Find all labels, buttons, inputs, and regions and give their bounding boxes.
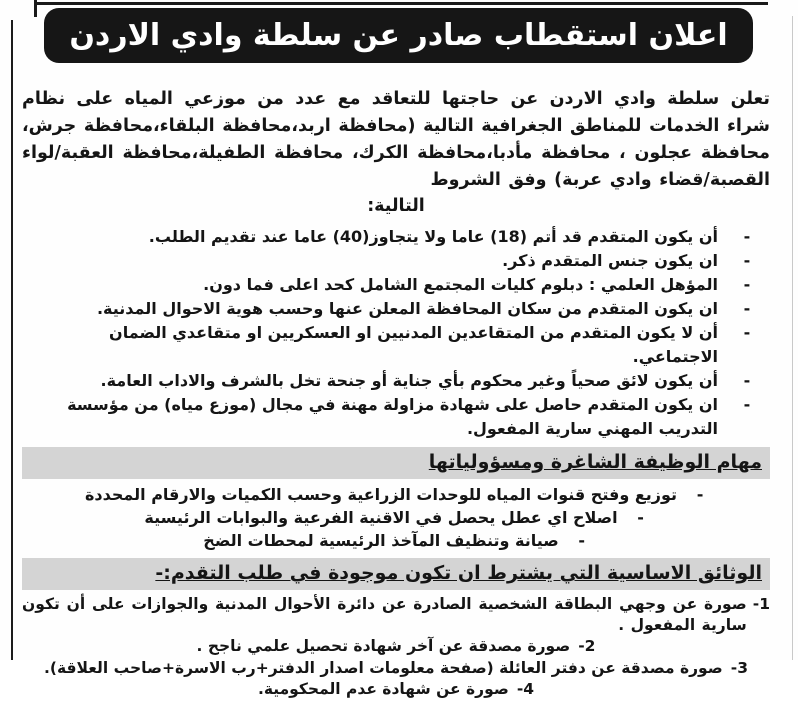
title-frame-top-line xyxy=(34,2,768,5)
document-number: 3- xyxy=(730,658,748,677)
document-number: 4- xyxy=(516,680,535,698)
bullet-dash: - xyxy=(743,299,751,318)
bullet-dash: - xyxy=(743,275,751,294)
condition-text: ان يكون جنس المتقدم ذكر. xyxy=(502,251,718,270)
task-text: اصلاح اي عطل يحصل في الاقنية الفرعية والبوابات الرئيسية xyxy=(144,508,618,527)
document-text: صورة عن شهادة عدم المحكومية. xyxy=(257,680,509,698)
condition-item xyxy=(22,249,770,273)
section-heading-tasks-text: مهام الوظيفة الشاغرة ومسؤولياتها xyxy=(428,451,762,473)
task-item xyxy=(22,506,770,529)
document-item xyxy=(22,679,770,701)
condition-text: المؤهل العلمي : دبلوم كليات المجتمع الشامل كحد اعلى فما دون. xyxy=(203,275,718,294)
condition-item xyxy=(22,225,770,249)
document-item xyxy=(22,658,770,680)
section-heading-documents xyxy=(22,558,770,590)
document-item xyxy=(22,636,770,658)
task-item xyxy=(22,529,770,552)
intro-paragraph: تعلن سلطة وادي الاردن عن حاجتها للتعاقد مع عدد من موزعي المياه على نظام شراء الخدمات للمناطق الجغرافية التالية (محافظة اربد،محافظة البلقاء،محافظة جرش، محافظة عجلون ، محافظة مأدبا،محافظة الكرك، محافظة الطفيلة،محافظة العقبة/لواء القصبة/قضاء وادي عربة) وفق الشروط xyxy=(22,89,770,190)
documents-list xyxy=(22,594,770,701)
document-text: صورة عن وجهي البطاقة الشخصية الصادرة عن دائرة الأحوال المدنية والجوازات على أن تكون سارية المفعول . xyxy=(22,595,747,634)
bullet-dash: - xyxy=(696,485,704,504)
condition-text: أن يكون لائق صحياً وغير محكوم بأي جناية أو جنحة تخل بالشرف والاداب العامة. xyxy=(100,371,718,390)
task-text: توزيع وفتح قنوات المياه للوحدات الزراعية وحسب الكميات والارقام المحددة xyxy=(84,485,678,504)
condition-text: ان يكون المتقدم حاصل على شهادة مزاولة مهنة في مجال (موزع مياه) من مؤسسة التدريب المهني سارية المفعول. xyxy=(67,395,718,438)
bullet-dash: - xyxy=(743,251,751,270)
document-number: 1- xyxy=(752,595,770,613)
condition-item xyxy=(22,273,770,297)
tasks-list xyxy=(22,483,770,552)
document-text: صورة مصدقة عن دفتر العائلة (صفحة معلومات اصدار الدفتر+رب الاسرة+صاحب العلاقة). xyxy=(44,658,723,677)
announcement-body xyxy=(22,86,770,701)
title-frame-left-stub xyxy=(34,0,37,17)
conditions-list xyxy=(22,225,770,441)
task-item xyxy=(22,483,770,506)
condition-item xyxy=(22,297,770,321)
condition-item xyxy=(22,321,770,369)
document-number: 2- xyxy=(578,637,596,655)
section-heading-tasks xyxy=(22,447,770,479)
title-banner xyxy=(44,8,753,63)
page-title: اعلان استقطاب صادر عن سلطة وادي الاردن xyxy=(69,18,728,53)
document-item xyxy=(22,594,770,636)
bullet-dash: - xyxy=(637,508,644,527)
task-text: صيانة وتنظيف المآخذ الرئيسية لمحطات الضخ xyxy=(203,531,559,550)
condition-text: أن لا يكون المتقدم من المتقاعدين المدنيين او العسكريين او متقاعدي الضمان الاجتماعي. xyxy=(109,323,718,366)
condition-text: أن يكون المتقدم قد أتم (18) عاما ولا يتجاوز(40) عاما عند تقديم الطلب. xyxy=(148,227,718,246)
page-border-right xyxy=(792,16,793,660)
document-text: صورة مصدقة عن آخر شهادة تحصيل علمي ناجح . xyxy=(196,637,571,655)
bullet-dash: - xyxy=(743,395,751,414)
page-border-left xyxy=(11,20,13,660)
condition-item xyxy=(22,369,770,393)
condition-text: ان يكون المتقدم من سكان المحافظة المعلن عنها وحسب هوية الاحوال المدنية. xyxy=(96,299,718,318)
bullet-dash: - xyxy=(743,227,751,246)
bullet-dash: - xyxy=(578,531,586,550)
intro-paragraph-tail: التالية: xyxy=(367,196,425,216)
condition-item xyxy=(22,393,770,441)
bullet-dash: - xyxy=(743,323,751,342)
section-heading-documents-text: الوثائق الاساسية التي يشترط ان تكون موجودة في طلب التقدم:- xyxy=(155,562,762,584)
bullet-dash: - xyxy=(743,371,751,390)
